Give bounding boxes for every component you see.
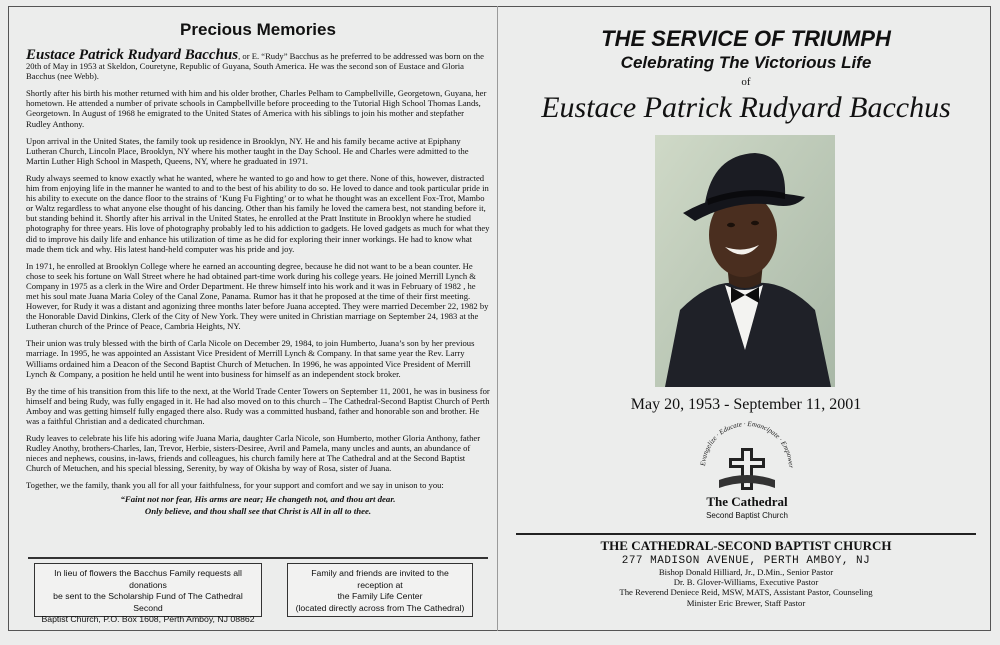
cover-of: of — [741, 76, 751, 88]
obituary-paragraph-5: In 1971, he enrolled at Brooklyn College where he earned an accounting degree, because he did not want to be a bean counter. He chose to seek his fortune on Wall Street where he had obtained part-time work during his college years. He joined Merrill Lynch & Company in 1975 as a clerk in the Wire and Order Department. He threw himself into his work and it was in February of 1982 , he met his soul mate Juana Maria Coley of the Canal Zone, Panama. Rumor has it that he proposed at the time of their first meeting. However, for Rudy it was a distant and agonizing three months later before Juana accepted. They were married December 22, 1982 by the Honorable David Dinkins, Clerk of the City of New York. They were united in Christian marriage on September 24, 1983 at the Lutheran church of the Prince of Peace, Cambria Heights, NY. — [26, 260, 489, 332]
right-divider — [516, 533, 976, 535]
obituary-paragraph-1-text: , or E. “Rudy” Bacchus as he preferred to be addressed was born on the 20th of May in 1953 at Skeldon, Couretyne, Republic of Guyana, South America. He was the second son of Eustace and Gloria Bacchus (nee Webb). — [26, 51, 484, 82]
scholarship-notice — [34, 563, 262, 624]
verse-line-2: Only believe, and thou shall see that Christ is All in all to thee. — [144, 505, 372, 516]
cover-heading: THE SERVICE OF TRIUMPH — [601, 26, 891, 51]
cover-name: Eustace Patrick Rudyard Bacchus — [541, 91, 951, 124]
obituary-lead-name: Eustace Patrick Rudyard Bacchus — [26, 47, 239, 63]
cathedral-logo — [683, 420, 811, 524]
obituary-paragraph-4: Rudy always seemed to know exactly what he wanted, where he wanted to go and how to get there. None of this, however, distracted him from enjoying life in the manner he wanted to and to the best of his ability to do so. He loved to dance and took particular pride in his ability to execute on the dance floor to the strains of ‘Kung Fu Fighting’ or to what he thought was an excellent Fox-Trot, Mambo or Waltz regardless to what anyone else thought of his dancing. Other than his family he loved the camera best, not standing before it, but standing behind it. Shortly after his arrival in the United States, he enrolled at the Pratt Institute in Brooklyn where he studied photography for three years. His love of photography probably led to his addiction to gadgets. He loved gadgets as much for what they did to improve his daily life and enhance his utilization of time as he did for exploring their inner workings. He had to know what made them tick and why. His latest hand-held computer was his pride and joy. — [26, 172, 490, 254]
staff-line-3: The Reverend Deniece Reid, MSW, MATS, Assistant Pastor, Counseling — [619, 587, 873, 598]
obituary-paragraph-7: By the time of his transition from this life to the next, at the World Trade Center Towers on September 11, 2001, he was in business for himself and being Rudy, was fully engaged in it. He had also moved on to this church – The Cathedral-Second Baptist Church of Perth Amboy and was getting himself fully engaged there also. Rudy was a committed husband, father and honorable son and brother. He was a faithful Christian and a dedicated churchman. — [26, 385, 490, 426]
staff-line-4: Minister Eric Brewer, Staff Pastor — [686, 597, 806, 608]
logo-subname: Second Baptist Church — [706, 511, 788, 520]
logo-arc-text: Evangelize · Educate · Emancipate · Empower — [699, 420, 796, 469]
obituary-paragraph-9: Together, we the family, thank you all for all your faithfulness, for your support and comfort and we say in unison to you: — [26, 480, 444, 491]
fold-line — [497, 6, 498, 631]
scholarship-line-2: be sent to the Scholarship Fund of The Cathedral Second — [53, 591, 243, 613]
obituary-paragraph-1 — [26, 47, 490, 82]
verse-line-1: “Faint not nor fear, His arms are near; He changeth not, and thou art dear. — [120, 493, 396, 504]
church-address: 277 MADISON AVENUE, PERTH AMBOY, NJ — [621, 555, 871, 567]
scholarship-line-3: Baptist Church, P.O. Box 1608, Perth Amboy, NJ 08862 — [41, 614, 255, 624]
scholarship-line-1: In lieu of flowers the Bacchus Family requests all donations — [54, 568, 242, 590]
reception-line-3: (located directly across from The Cathedral) — [295, 602, 465, 613]
obituary-title: Precious Memories — [180, 20, 336, 39]
portrait-photo — [655, 135, 835, 387]
obituary-paragraph-8: Rudy leaves to celebrate his life his adoring wife Juana Maria, daughter Carla Nicole, son Humberto, mother Gloria Anthony, father Rudley Anothy, brothers-Charles, Ian, Trevor, Herbie, sisters-Desiree, Avril and Pamela, many uncles and aunts, an abundance of nieces and nephews, cousins, in-laws, friends and colleagues, his church family here at The Cathedral and at the Second Baptist Church of Metuchen, and his special blessing, Serenity, by way of Okisha by way of Rosa, sister of Juana. — [26, 433, 481, 474]
obituary-paragraph-6: Their union was truly blessed with the birth of Carla Nicole on December 29, 1984, to join Humberto, Juana’s son by her previous marriage. In 1995, he was appointed an Assistant Vice President of Merrill Lynch & Company. In that same year the Rev. Larry Williams ordained him a Deacon of the Second Baptist Church of Metuchen. In 1996, he was appointed Vice President of Merrill Lynch & Company, a position he held until he went into business for himself as an independent stock broker. — [26, 338, 475, 379]
staff-line-2: Dr. B. Glover-Williams, Executive Pastor — [673, 577, 819, 588]
logo-name: The Cathedral — [706, 494, 788, 509]
reception-notice — [287, 563, 473, 617]
staff-line-1: Bishop Donald Hilliard, Jr., D.Min., Senior Pastor — [658, 567, 834, 577]
life-dates: May 20, 1953 - September 11, 2001 — [630, 396, 862, 413]
obituary-panel — [26, 20, 490, 517]
church-name: THE CATHEDRAL-SECOND BAPTIST CHURCH — [600, 538, 892, 553]
church-info — [505, 538, 987, 608]
obituary-paragraph-2: Shortly after his birth his mother returned with him and his older brother, Charles Pelham to Campbellville, Georgetown, Guyana, her hometown. He attended a number of private schools in Campbellville before proceeding to the Tutorial High School Thomas Lands, Georgetown. In August of 1968 he emigrated to the United States of America with his siblings to join his mother and stepfather Rudley Anthony. — [26, 88, 487, 129]
cover-subheading: Celebrating The Victorious Life — [620, 53, 872, 72]
reception-line-1: Family and friends are invited to the reception at — [311, 568, 449, 590]
obituary-paragraph-3: Upon arrival in the United States, the family took up residence in Brooklyn, NY. He and his family became active at Epiphany Lutheran Church, Lincoln Place, Brooklyn, NY where his mother taught in the Day School. He and Charles were admitted to the Martin Luther High School in Maspeth, Queens, NY, where he graduated in 1971. — [26, 135, 469, 166]
reception-line-2: the Family Life Center — [337, 591, 423, 601]
left-divider — [28, 557, 488, 559]
